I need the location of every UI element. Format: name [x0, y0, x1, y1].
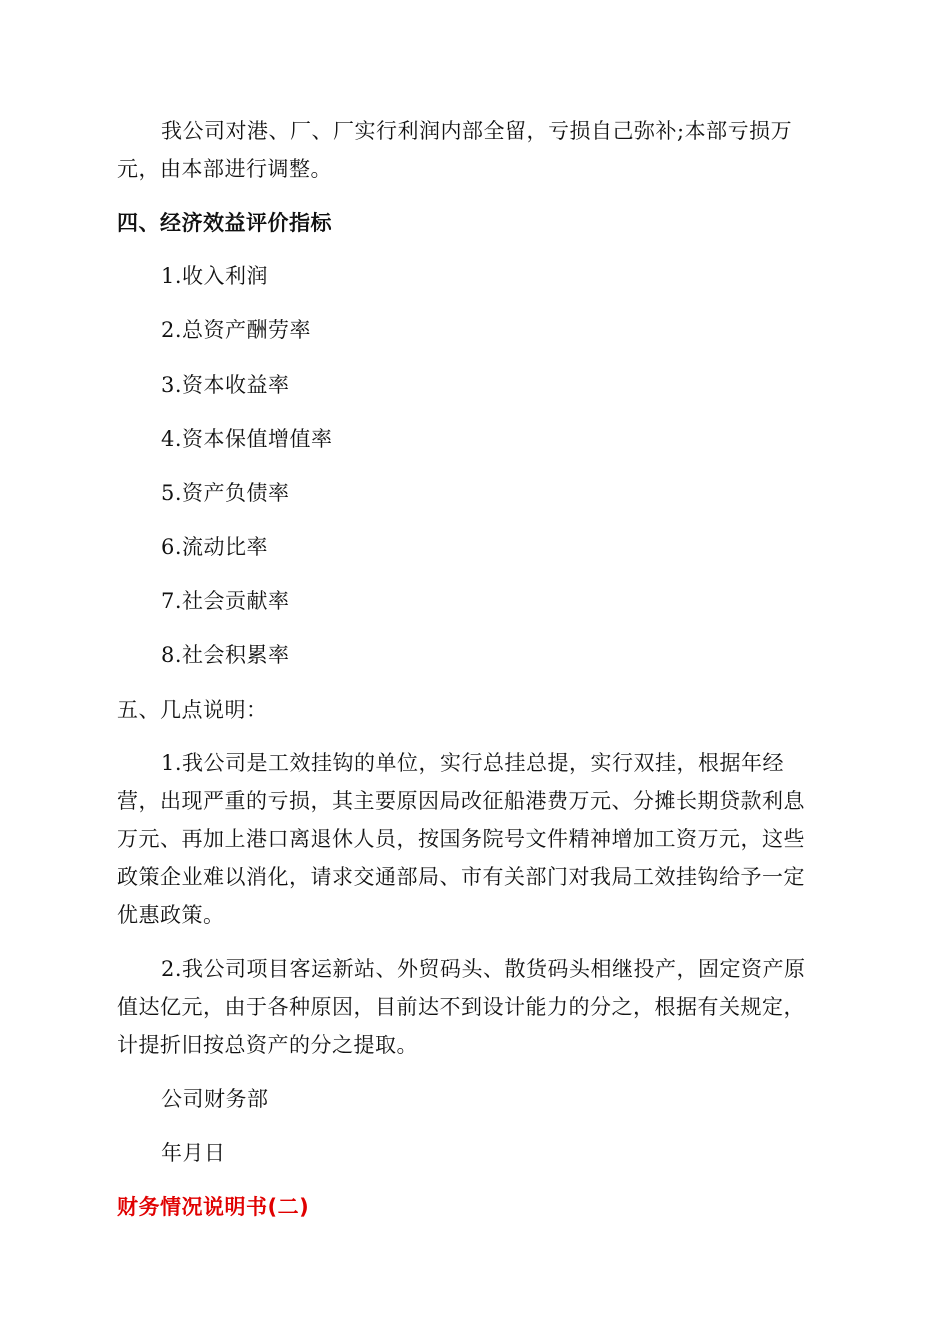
- body-text-line: 我公司对港、厂、厂实行利润内部全留，亏损自己弥补;本部亏损万: [161, 119, 793, 143]
- section-heading-5: 五、几点说明：: [117, 698, 268, 722]
- list-item: 7.社会贡献率: [161, 589, 290, 613]
- body-text-line: 营，出现严重的亏损，其主要原因局改征船港费万元、分摊长期贷款利息: [117, 789, 805, 813]
- body-text-line: 值达亿元，由于各种原因，目前达不到设计能力的分之，根据有关规定，: [117, 995, 805, 1019]
- body-text-line: 万元、再加上港口离退休人员，按国务院号文件精神增加工资万元，这些: [117, 827, 805, 851]
- body-text-line: 2.我公司项目客运新站、外贸码头、散货码头相继投产，固定资产原: [161, 957, 806, 981]
- list-item: 8.社会积累率: [161, 643, 290, 667]
- body-text-line: 优惠政策。: [117, 903, 225, 927]
- list-item: 1.收入利润: [161, 264, 269, 288]
- list-item: 2.总资产酬劳率: [161, 318, 312, 342]
- list-item: 3.资本收益率: [161, 373, 290, 397]
- list-item: 6.流动比率: [161, 535, 269, 559]
- section-heading-4: 四、经济效益评价指标: [117, 211, 332, 235]
- body-text-line: 1.我公司是工效挂钩的单位，实行总挂总提，实行双挂，根据年经: [161, 751, 785, 775]
- signature-date: 年月日: [161, 1141, 226, 1165]
- signature-department: 公司财务部: [161, 1087, 269, 1111]
- list-item: 5.资产负债率: [161, 481, 290, 505]
- body-text-line: 元，由本部进行调整。: [117, 157, 332, 181]
- body-text-line: 计提折旧按总资产的分之提取。: [117, 1033, 418, 1057]
- next-document-title: 财务情况说明书(二): [117, 1195, 310, 1219]
- body-text-line: 政策企业难以消化，请求交通部局、市有关部门对我局工效挂钩给予一定: [117, 865, 805, 889]
- list-item: 4.资本保值增值率: [161, 427, 333, 451]
